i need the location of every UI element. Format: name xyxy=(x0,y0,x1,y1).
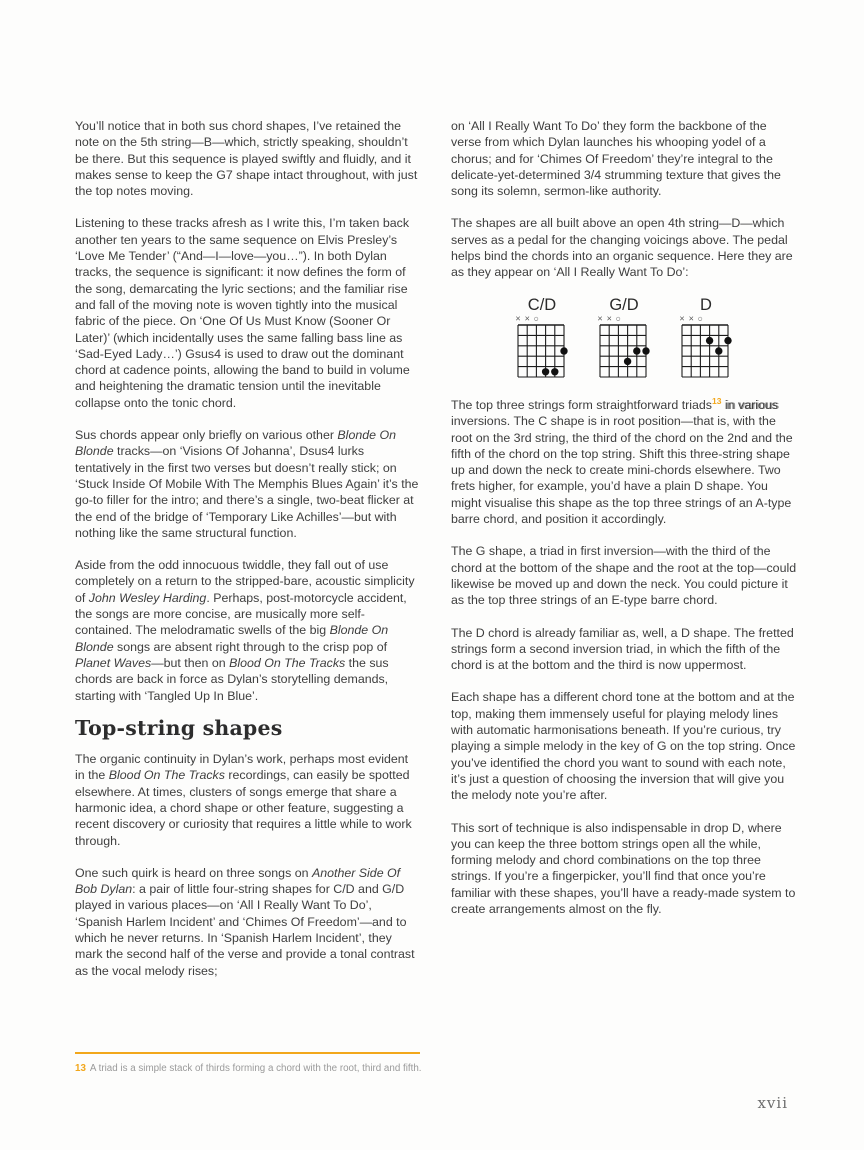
footnote-text: A triad is a simple stack of thirds forming a chord with the root, third and fifth. xyxy=(89,1063,422,1074)
chord-figure xyxy=(451,297,797,383)
text-segment: This sort of technique is also indispensable in drop D, where you can keep the three bottom strings open all the while, forming melody and chord combinations on the top three strings. If you’re a fingerpicker, you’ll find that once you’re familiar with these shapes, you’ll have a ready-made system to create arrangements almost on the fly. xyxy=(451,820,796,916)
muted-string-marker: × xyxy=(679,313,685,324)
text-segment: The top three strings form straightforward triads xyxy=(451,397,712,412)
italic-text-segment: Blonde On Blonde xyxy=(75,623,389,654)
text-segment: : a pair of little four-string shapes for C/D and G/D played in various places—on ‘All I Really Want To Do’, ‘Spanish Harlem Incident’ and ‘Chimes Of Freedom’—and to which he never returns. In ‘Spanish Harlem Incident’, they mark the second half of the verse and provide a tonal contrast as the vocal melody rises; xyxy=(75,882,415,978)
italic-text-segment: Planet Waves xyxy=(75,655,152,670)
chord-grid xyxy=(596,313,652,383)
text-segment: The G shape, a triad in first inversion—with the third of the chord at the bottom of the shape and the root at the top—could likewise be moved up and down the neck. You could picture it as the top three strings of an E-type barre chord. xyxy=(451,544,797,608)
chord-name-label: G/D xyxy=(609,295,639,314)
paragraph xyxy=(451,215,797,280)
page-number: xvii xyxy=(757,1094,788,1112)
paragraph xyxy=(75,751,421,849)
footnote-reference: 13 xyxy=(712,395,722,406)
paragraph xyxy=(75,427,421,541)
text-segment: in various xyxy=(721,397,778,412)
finger-dot xyxy=(706,337,713,344)
paragraph xyxy=(451,625,797,674)
chord-grid xyxy=(678,313,734,383)
paragraph xyxy=(451,820,797,918)
muted-string-marker: × xyxy=(515,313,521,324)
column-left xyxy=(75,118,421,995)
paragraph xyxy=(75,215,421,411)
finger-dot xyxy=(560,347,567,354)
text-segment: songs are absent right through to the crisp pop of xyxy=(113,639,388,654)
open-string-marker: ○ xyxy=(615,313,622,324)
italic-text-segment: Blood On The Tracks xyxy=(229,655,346,670)
text-segment: recordings, can easily be spotted elsewhere. At times, clusters of songs emerge that share a harmonic idea, a chord shape or other feature, suggesting a recent discovery or curiosity that requires a little while to work through. xyxy=(75,768,412,848)
section-heading xyxy=(75,715,421,740)
text-segment: tracks—on ‘Visions Of Johanna’, Dsus4 lurks tentatively in the first two verses but doesn’t really stick; on ‘Stuck Inside Of Mobile With The Memphis Blues Again’ it’s the go-to filler for the intro; and there’s a single, two-beat flicker at the end of the bridge of ‘Temporary Like Achilles’—but with nothing like the same structural function. xyxy=(75,444,419,540)
text-segment: Listening to these tracks afresh as I write this, I’m taken back another ten years to the same sequence on Elvis Presley’s ‘Love Me Tender’ (“And—I—love—you…”). In both Dylan tracks, the sequence is significant: it now defines the form of the song, demarcating the lyric sections; and the familiar rise and fall of the moving note is woven tightly into the musical fabric of the piece. On ‘One Of Us Must Know (Sooner Or Later)’ (which incidentally uses the same falling bass line as ‘Sad-Eyed Lady…’) Gsus4 is used to draw out the dominant chord at cadence points, allowing the band to build in volume and heightening the dramatic tension until the inevitable collapse onto the tonic chord. xyxy=(75,216,410,410)
text-segment: . Perhaps, post-motorcycle accident, the songs are more concise, are musically more self-contained. The melodramatic swells of the big xyxy=(75,590,407,638)
footnote-marker: 13 xyxy=(75,1063,86,1074)
text-segment: on ‘All I Really Want To Do’ they form the backbone of the verse from which Dylan launches his whooping yodel of a chorus; and for ‘Chimes Of Freedom’ they’re integral to the delicate-yet-determined 3/4 strumming texture that gives the song its solemn, sermon-like authority. xyxy=(451,119,781,199)
paragraph xyxy=(451,689,797,803)
chord-diagram xyxy=(676,297,736,383)
text-segment: The shapes are all built above an open 4th string—D—which serves as a pedal for the changing voicings above. The pedal helps bind the chords into an organic sequence. Here they are as they appear on ‘All I Really Want To Do’: xyxy=(451,216,793,280)
chord-name-label: C/D xyxy=(527,295,557,314)
footnote-rule xyxy=(75,1052,420,1054)
finger-dot xyxy=(715,347,722,354)
open-string-marker: ○ xyxy=(533,313,540,324)
text-segment: The D chord is already familiar as, well, a D shape. The fretted strings form a second inversion triad, in which the fifth of the chord is at the bottom and the third is now uppermost. xyxy=(451,625,794,673)
column-right xyxy=(451,118,797,933)
paragraph xyxy=(75,557,421,704)
footnote xyxy=(75,1052,495,1075)
finger-dot xyxy=(724,337,731,344)
text-segment: inversions. The C shape is in root position—that is, with the root on the 3rd string, the third of the chord on the 2nd and the fifth of the chord on the top string. Shift this three-string shape up and down the neck to create mini-chords elsewhere. Two frets higher, for example, you’d have a plain D shape. You might visualise this shape as the top three strings of an A-type barre chord, and position it accordingly. xyxy=(451,414,793,527)
text-segment: Aside from the odd innocuous twiddle, they fall out of use completely on a return to the stripped-bare, acoustic simplicity of xyxy=(75,558,415,605)
paragraph xyxy=(75,865,421,979)
text-segment: —but then on xyxy=(151,655,230,670)
text-segment: Top-string shapes xyxy=(75,715,283,740)
muted-string-marker: × xyxy=(606,313,612,324)
italic-text-segment: Blonde On Blonde xyxy=(75,428,396,459)
italic-text-segment: John Wesley Harding xyxy=(88,590,207,605)
text-segment: The organic continuity in Dylan’s work, perhaps most evident in the xyxy=(75,752,409,783)
finger-dot xyxy=(633,347,640,354)
muted-string-marker: × xyxy=(597,313,603,324)
finger-dot xyxy=(551,368,558,375)
open-string-marker: ○ xyxy=(697,313,704,324)
paragraph xyxy=(75,118,421,199)
finger-dot xyxy=(542,368,549,375)
footnote-line xyxy=(75,1063,495,1075)
chord-name-label: D xyxy=(700,295,712,314)
chord-diagram xyxy=(594,297,654,383)
text-segment: You’ll notice that in both sus chord shapes, I’ve retained the note on the 5th string—B—which, strictly speaking, shouldn’t be there. But this sequence is played swiftly and fluidly, and it makes sense to keep the G7 shape intact throughout, with just the top notes moving. xyxy=(75,119,418,199)
finger-dot xyxy=(642,347,649,354)
finger-dot xyxy=(624,358,631,365)
muted-string-marker: × xyxy=(524,313,530,324)
muted-string-marker: × xyxy=(688,313,694,324)
chord-diagram xyxy=(512,297,572,383)
paragraph xyxy=(451,543,797,608)
paragraph xyxy=(451,397,797,527)
text-segment: the sus chords are back in force as Dylan’s storytelling demands, starting with ‘Tangled Up In Blue’. xyxy=(75,655,389,703)
text-segment: One such quirk is heard on three songs on xyxy=(75,865,312,880)
italic-text-segment: Blood On The Tracks xyxy=(108,768,225,783)
text-segment: Each shape has a different chord tone at the bottom and at the top, making them immensely useful for playing melody lines with automatic harmonisations beneath. If you’re curious, try playing a simple melody in the key of G on the top string. Once you’ve identified the chord you want to sound with each note, it’s just a question of choosing the inversion that will give you the melody note you’re after. xyxy=(451,690,796,803)
paragraph xyxy=(451,118,797,199)
chord-grid xyxy=(514,313,570,383)
italic-text-segment: Another Side Of Bob Dylan xyxy=(75,865,401,897)
text-segment: Sus chords appear only briefly on various other xyxy=(75,428,338,443)
